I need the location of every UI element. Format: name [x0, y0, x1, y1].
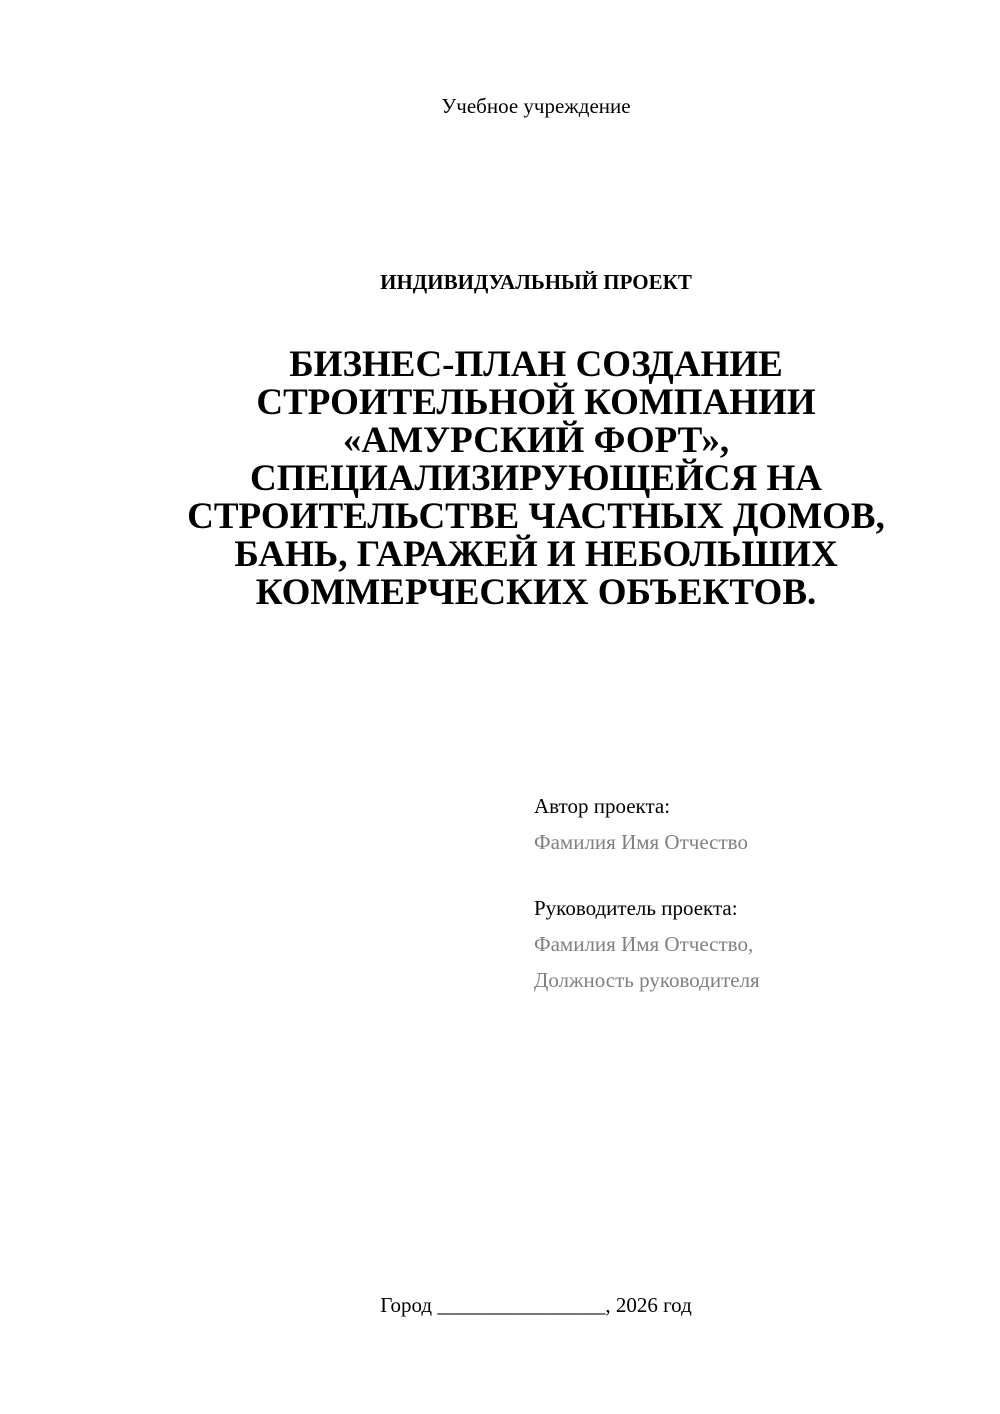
supervisor-name: Фамилия Имя Отчество, — [534, 932, 754, 956]
institution-name: Учебное учреждение — [441, 94, 631, 118]
author-name: Фамилия Имя Отчество — [534, 830, 748, 854]
spacer — [534, 860, 974, 890]
title-line: БИЗНЕС-ПЛАН СОЗДАНИЕ — [289, 344, 783, 385]
document-type: ИНДИВИДУАЛЬНЫЙ ПРОЕКТ — [380, 270, 692, 294]
supervisor-label: Руководитель проекта: — [534, 896, 738, 920]
title-line: СТРОИТЕЛЬНОЙ КОМПАНИИ — [256, 382, 816, 423]
city-year: Город ________________, 2026 год — [380, 1293, 692, 1317]
title-line: СТРОИТЕЛЬСТВЕ ЧАСТНЫХ ДОМОВ, — [187, 496, 885, 537]
document-title — [150, 346, 922, 612]
title-line: «АМУРСКИЙ ФОРТ», — [342, 420, 730, 461]
author-label: Автор проекта: — [534, 794, 671, 818]
title-line: СПЕЦИАЛИЗИРУЮЩЕЙСЯ НА — [250, 458, 822, 499]
supervisor-position: Должность руководителя — [534, 968, 760, 992]
title-line: БАНЬ, ГАРАЖЕЙ И НЕБОЛЬШИХ — [234, 534, 838, 575]
title-line: КОММЕРЧЕСКИХ ОБЪЕКТОВ. — [255, 572, 817, 613]
credits-block — [534, 788, 974, 998]
